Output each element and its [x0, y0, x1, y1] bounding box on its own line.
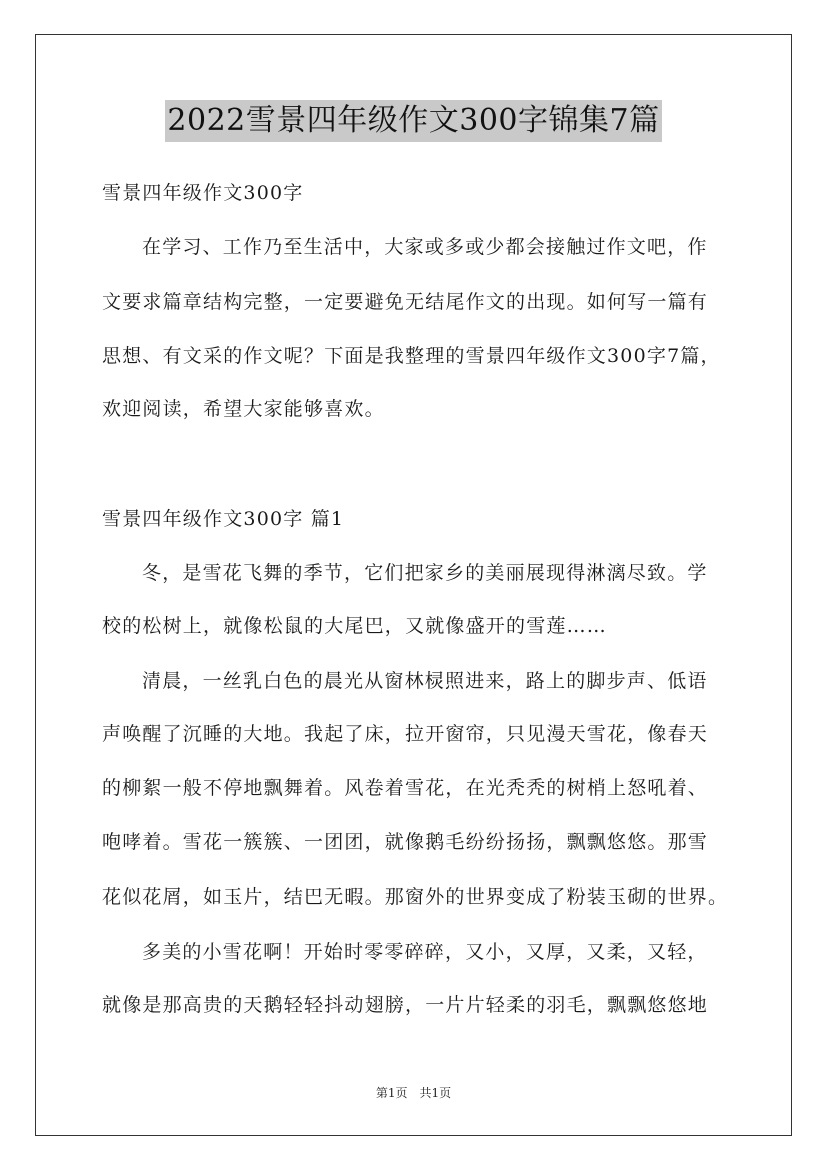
paragraph-line: 欢迎阅读，希望大家能够喜欢。 [102, 398, 385, 420]
paragraph-line: 冬，是雪花飞舞的季节，它们把家乡的美丽展现得淋漓尽致。学 [142, 562, 708, 584]
title-container [0, 100, 827, 142]
paragraph-line: 多美的小雪花啊！开始时零零碎碎，又小，又厚，又柔，又轻， [142, 941, 708, 963]
paragraph-line: 思想、有文采的作文呢？下面是我整理的雪景四年级作文300字7篇， [102, 345, 721, 367]
paragraph-line: 清晨，一丝乳白色的晨光从窗林棂照进来，路上的脚步声、低语 [142, 670, 708, 692]
paragraph-line: 的柳絮一般不停地飘舞着。风卷着雪花，在光秃秃的树梢上怒吼着、 [102, 777, 709, 799]
paragraph-line: 就像是那高贵的天鹅轻轻抖动翅膀，一片片轻柔的羽毛，飘飘悠悠地 [102, 994, 709, 1016]
paragraph-line: 咆哮着。雪花一簇簇、一团团，就像鹅毛纷纷扬扬，飘飘悠悠。那雪 [102, 831, 709, 853]
paragraph-line: 花似花屑，如玉片，结巴无暇。那窗外的世界变成了粉装玉砌的世界。 [102, 886, 729, 908]
paragraph-line: 校的松树上，就像松鼠的大尾巴，又就像盛开的雪莲…… [102, 615, 608, 637]
paragraph-line: 声唤醒了沉睡的大地。我起了床，拉开窗帘，只见漫天雪花，像春天 [102, 723, 709, 745]
paragraph-line: 文要求篇章结构完整，一定要避免无结尾作文的出现。如何写一篇有 [102, 291, 709, 313]
section-heading: 雪景四年级作文300字 [102, 182, 304, 204]
paragraph-line: 在学习、工作乃至生活中，大家或多或少都会接触过作文吧，作 [142, 236, 708, 258]
section-heading: 雪景四年级作文300字 篇1 [102, 508, 345, 530]
page-footer: 第1页 共1页 [375, 1086, 452, 1100]
document-title: 2022雪景四年级作文300字锦集7篇 [165, 100, 661, 142]
